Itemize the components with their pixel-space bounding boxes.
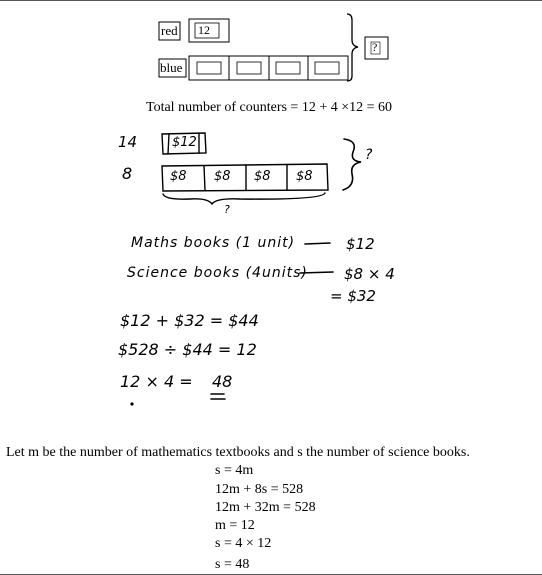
science-box-4: $8 xyxy=(296,169,313,184)
math-box-value: $12 xyxy=(172,135,197,150)
hand-brace xyxy=(343,139,361,190)
maths-books-line: Maths books (1 unit) xyxy=(131,235,296,251)
science-box-1: $8 xyxy=(170,169,187,184)
science-box-3: $8 xyxy=(254,169,271,184)
calc-result: 48 xyxy=(212,372,233,391)
calc-divide: $528 ÷ $44 = 12 xyxy=(118,340,257,359)
science-books-value: $8 × 4 xyxy=(344,265,395,283)
equation-5: s = 4 × 12 xyxy=(215,536,272,551)
total-line: Total number of counters = 12 + 4 ×12 = 60 xyxy=(146,100,393,115)
bottom-question: ? xyxy=(224,203,230,216)
science-books-line: Science books (4units) xyxy=(127,265,308,281)
question-mark: ? xyxy=(372,40,378,54)
brace-question: ? xyxy=(365,147,373,163)
blue-label: blue xyxy=(160,60,183,75)
calc-multiply: 12 × 4 = xyxy=(120,372,193,391)
row2-label: 8 xyxy=(122,164,133,183)
row1-label: 14 xyxy=(118,133,138,151)
ink-dot xyxy=(130,402,133,405)
equation-4: m = 12 xyxy=(215,518,255,533)
equation-1: s = 4m xyxy=(215,463,254,478)
bottom-brace xyxy=(163,193,325,204)
red-value: 12 xyxy=(198,23,210,37)
science-box-2: $8 xyxy=(214,169,231,184)
typed-brace xyxy=(347,14,358,81)
equation-3: 12m + 32m = 528 xyxy=(215,500,316,515)
science-books-total: = $32 xyxy=(330,287,376,305)
maths-books-value: $12 xyxy=(346,235,375,253)
blue-bar xyxy=(189,56,348,80)
algebra-intro: Let m be the number of mathematics textbooks and s the number of science books. xyxy=(6,445,470,460)
equation-2: 12m + 8s = 528 xyxy=(215,482,304,497)
calc-sum: $12 + $32 = $44 xyxy=(120,311,259,330)
equation-6: s = 48 xyxy=(215,557,250,572)
red-label: red xyxy=(161,23,178,38)
